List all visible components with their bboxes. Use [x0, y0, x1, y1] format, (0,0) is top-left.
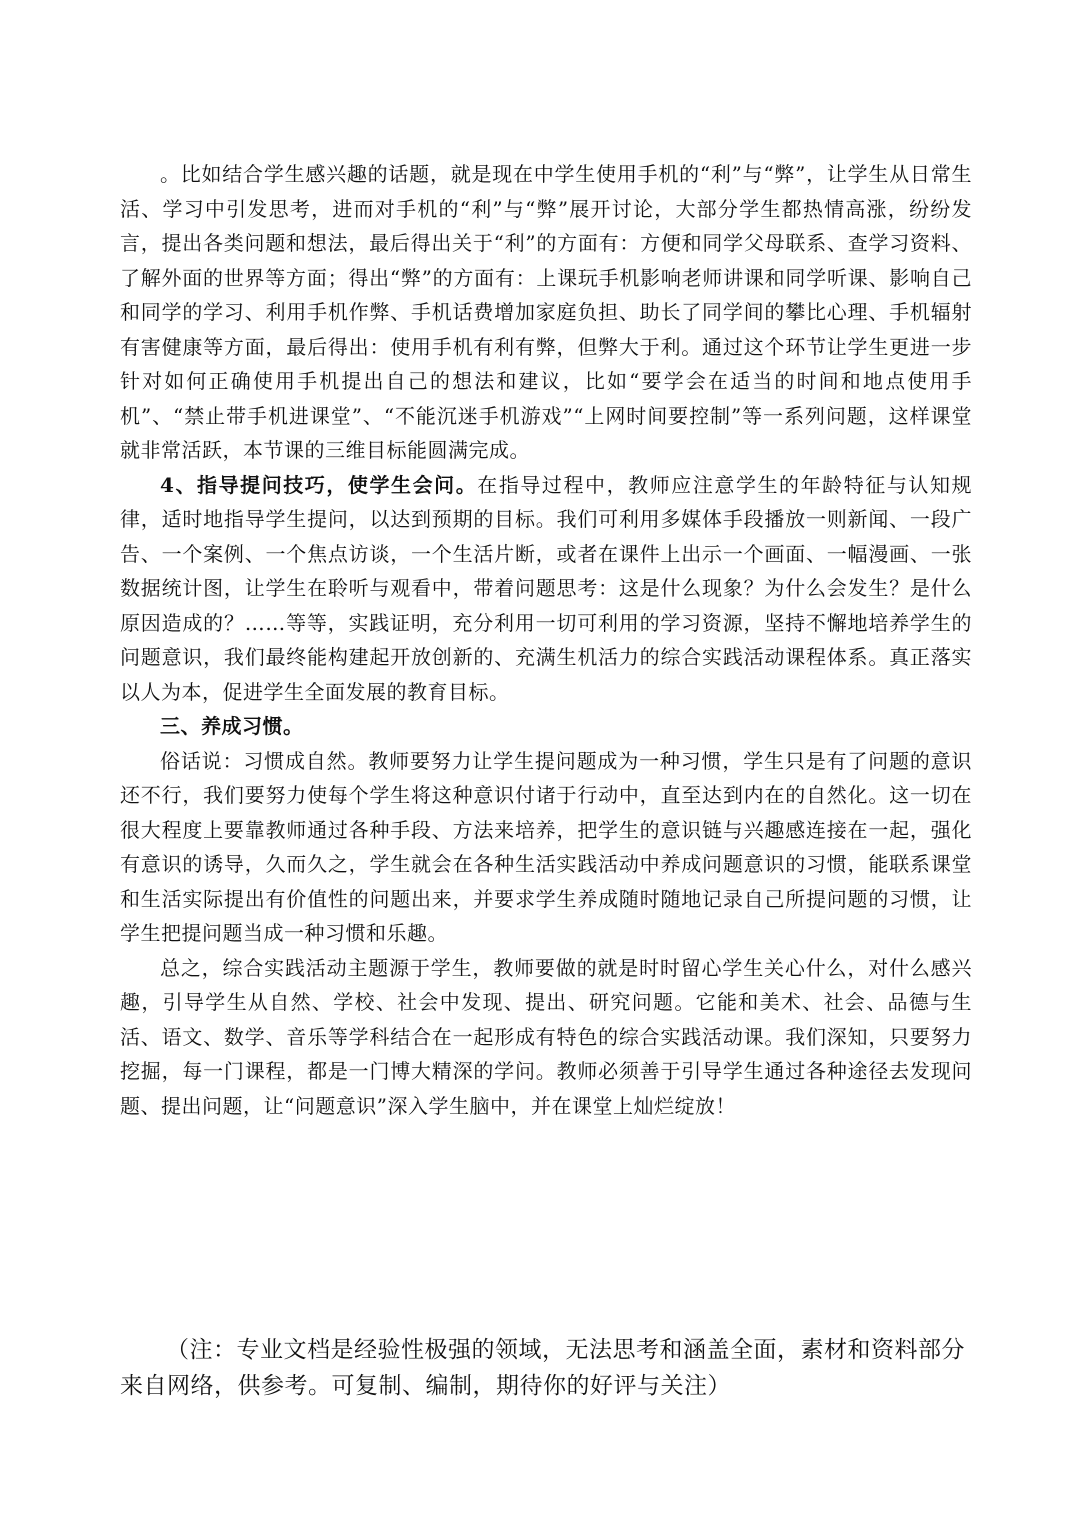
paragraph-questioning-skills	[120, 468, 972, 710]
disclaimer-note: （注：专业文档是经验性极强的领域，无法思考和涵盖全面，素材和资料部分来自网络，供参考。可复制、编制，期待你的好评与关注）	[120, 1337, 965, 1399]
point-4-text: 在指导过程中，教师应注意学生的年龄特征与认知规律，适时地指导学生提问，以达到预期的目标。我们可利用多媒体手段播放一则新闻、一段广告、一个案例、一个焦点访谈，一个生活片断，或者在课件上出示一个画面、一幅漫画、一张数据统计图，让学生在聆听与观看中，带着问题思考：这是什么现象？为什么会发生？是什么原因造成的？……等等，实践证明，充分利用一切可利用的学习资源，坚持不懈地培养学生的问题意识，我们最终能构建起开放创新的、充满生机活力的综合实践活动课程体系。真正落实以人为本，促进学生全面发展的教育目标。	[120, 472, 973, 704]
paragraph-conclusion: 总之，综合实践活动主题源于学生，教师要做的就是时时留心学生关心什么，对什么感兴趣，引导学生从自然、学校、社会中发现、提出、研究问题。它能和美术、社会、品德与生活、语文、数学、音乐等学科结合在一起形成有特色的综合实践活动课。我们深知，只要努力挖掘，每一门课程，都是一门博大精深的学问。教师必须善于引导学生通过各种途径去发现问题、提出问题，让“问题意识”深入学生脑中，并在课堂上灿烂绽放！	[120, 955, 972, 1118]
paragraph-phone-discussion: 。比如结合学生感兴趣的话题，就是现在中学生使用手机的“利”与“弊”，让学生从日常生活、学习中引发思考，进而对手机的“利”与“弊”展开讨论，大部分学生都热情高涨，纷纷发言，提出各类问题和想法，最后得出关于“利”的方面有：方便和同学父母联系、查学习资料、了解外面的世界等方面；得出“弊”的方面有：上课玩手机影响老师讲课和同学听课、影响自己和同学的学习、利用手机作弊、手机话费增加家庭负担、助长了同学间的攀比心理、手机辐射有害健康等方面，最后得出：使用手机有利有弊，但弊大于利。通过这个环节让学生更进一步针对如何正确使用手机提出自己的想法和建议，比如“要学会在适当的时间和地点使用手机”、“禁止带手机进课堂”、“不能沉迷手机游戏”“上网时间要控制”等一系列问题，这样课堂就非常活跃，本节课的三维目标能圆满完成。	[120, 162, 972, 462]
paragraph-habit: 俗话说：习惯成自然。教师要努力让学生提问题成为一种习惯，学生只是有了问题的意识还不行，我们要努力使每个学生将这种意识付诸于行动中，直至达到内在的自然化。这一切在很大程度上要靠教师通过各种手段、方法来培养，把学生的意识链与兴趣感连接在一起，强化有意识的诱导，久而久之，学生就会在各种生活实践活动中养成问题意识的习惯，能联系课堂和生活实际提出有价值性的问题出来，并要求学生养成随时随地记录自己所提问题的习惯，让学生把提问题当成一种习惯和乐趣。	[120, 748, 972, 945]
point-4-heading: 4、指导提问技巧，使学生会问。	[160, 472, 478, 497]
document-body	[120, 157, 972, 1123]
section-three-heading: 三、养成习惯。	[160, 714, 304, 738]
